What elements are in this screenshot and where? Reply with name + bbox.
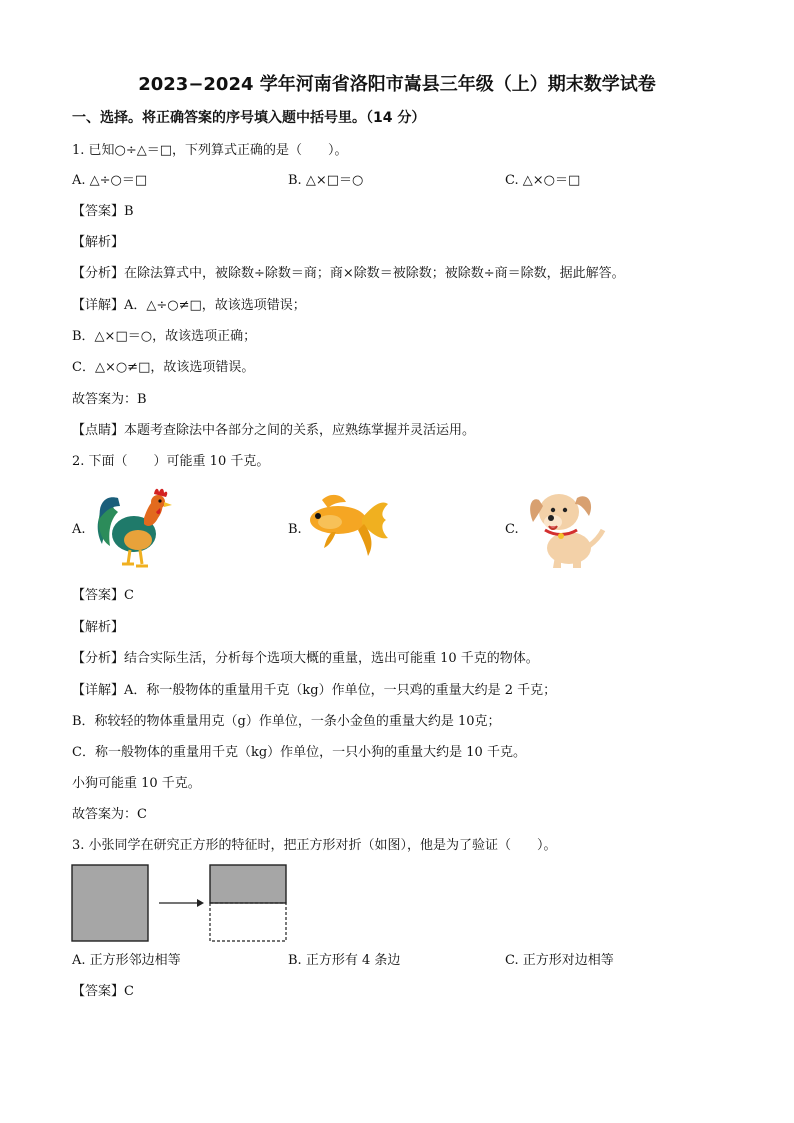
q1-fenxi: 【分析】在除法算式中，被除数÷除数＝商；商×除数＝被除数；被除数÷商＝除数，据此解答。 <box>72 266 625 281</box>
puppy-icon <box>525 484 609 570</box>
rooster-icon <box>92 484 178 572</box>
goldfish-icon <box>302 490 392 560</box>
dashed-half <box>210 903 286 941</box>
q3-answer: 【答案】C <box>72 984 134 999</box>
fold-arrow-head <box>197 899 204 907</box>
q2-jiexi: 【解析】 <box>72 620 125 635</box>
folded-half <box>210 865 286 903</box>
q2-fenxi: 【分析】结合实际生活，分析每个选项大概的重量，选出可能重 10 千克的物体。 <box>72 651 539 666</box>
q1-option-b: B. △×□＝○ <box>288 173 364 188</box>
q2-option-c-label: C. <box>505 522 519 537</box>
q2-stem: 2. 下面（ ）可能重 10 千克。 <box>72 454 270 469</box>
q3-option-b: B. 正方形有 4 条边 <box>288 953 401 968</box>
q3-option-a: A. 正方形邻边相等 <box>72 953 181 968</box>
q2-extra: 小狗可能重 10 千克。 <box>72 776 201 791</box>
square-fold-figure <box>71 864 289 944</box>
full-square <box>72 865 148 941</box>
q2-option-b-label: B. <box>288 522 302 537</box>
q1-line-c: C．△×○≠□，故该选项错误。 <box>72 360 255 375</box>
q3-stem: 3. 小张同学在研究正方形的特征时，把正方形对折（如图），他是为了验证（ ）。 <box>72 838 557 853</box>
q1-dianjing: 【点睛】本题考查除法中各部分之间的关系，应熟练掌握并灵活运用。 <box>72 423 476 438</box>
q1-conclusion: 故答案为：B <box>72 392 147 407</box>
q1-answer: 【答案】B <box>72 204 134 219</box>
q1-xiangjie: 【详解】A．△÷○≠□，故该选项错误； <box>72 298 306 313</box>
page-title: 2023−2024 学年河南省洛阳市嵩县三年级（上）期末数学试卷 <box>138 74 656 95</box>
q2-xiangjie: 【详解】A．称一般物体的重量用千克（kg）作单位，一只鸡的重量大约是 2 千克； <box>72 683 557 698</box>
q2-line-b: B．称较轻的物体重量用克（g）作单位，一条小金鱼的重量大约是 10克； <box>72 714 501 729</box>
section-heading: 一、选择。将正确答案的序号填入题中括号里。（14 分） <box>72 110 426 126</box>
q1-stem: 1. 已知○÷△＝□，下列算式正确的是（ ）。 <box>72 143 348 158</box>
q1-option-c: C. △×○＝□ <box>505 173 581 188</box>
q2-answer: 【答案】C <box>72 588 134 603</box>
q1-jiexi: 【解析】 <box>72 235 125 250</box>
q2-option-a-label: A. <box>72 522 86 537</box>
q2-line-c: C．称一般物体的重量用千克（kg）作单位，一只小狗的重量大约是 10 千克。 <box>72 745 526 760</box>
q3-option-c: C. 正方形对边相等 <box>505 953 614 968</box>
q2-conclusion: 故答案为：C <box>72 807 147 822</box>
q1-line-b: B．△×□＝○，故该选项正确； <box>72 329 257 344</box>
q1-option-a: A. △÷○＝□ <box>72 173 148 188</box>
